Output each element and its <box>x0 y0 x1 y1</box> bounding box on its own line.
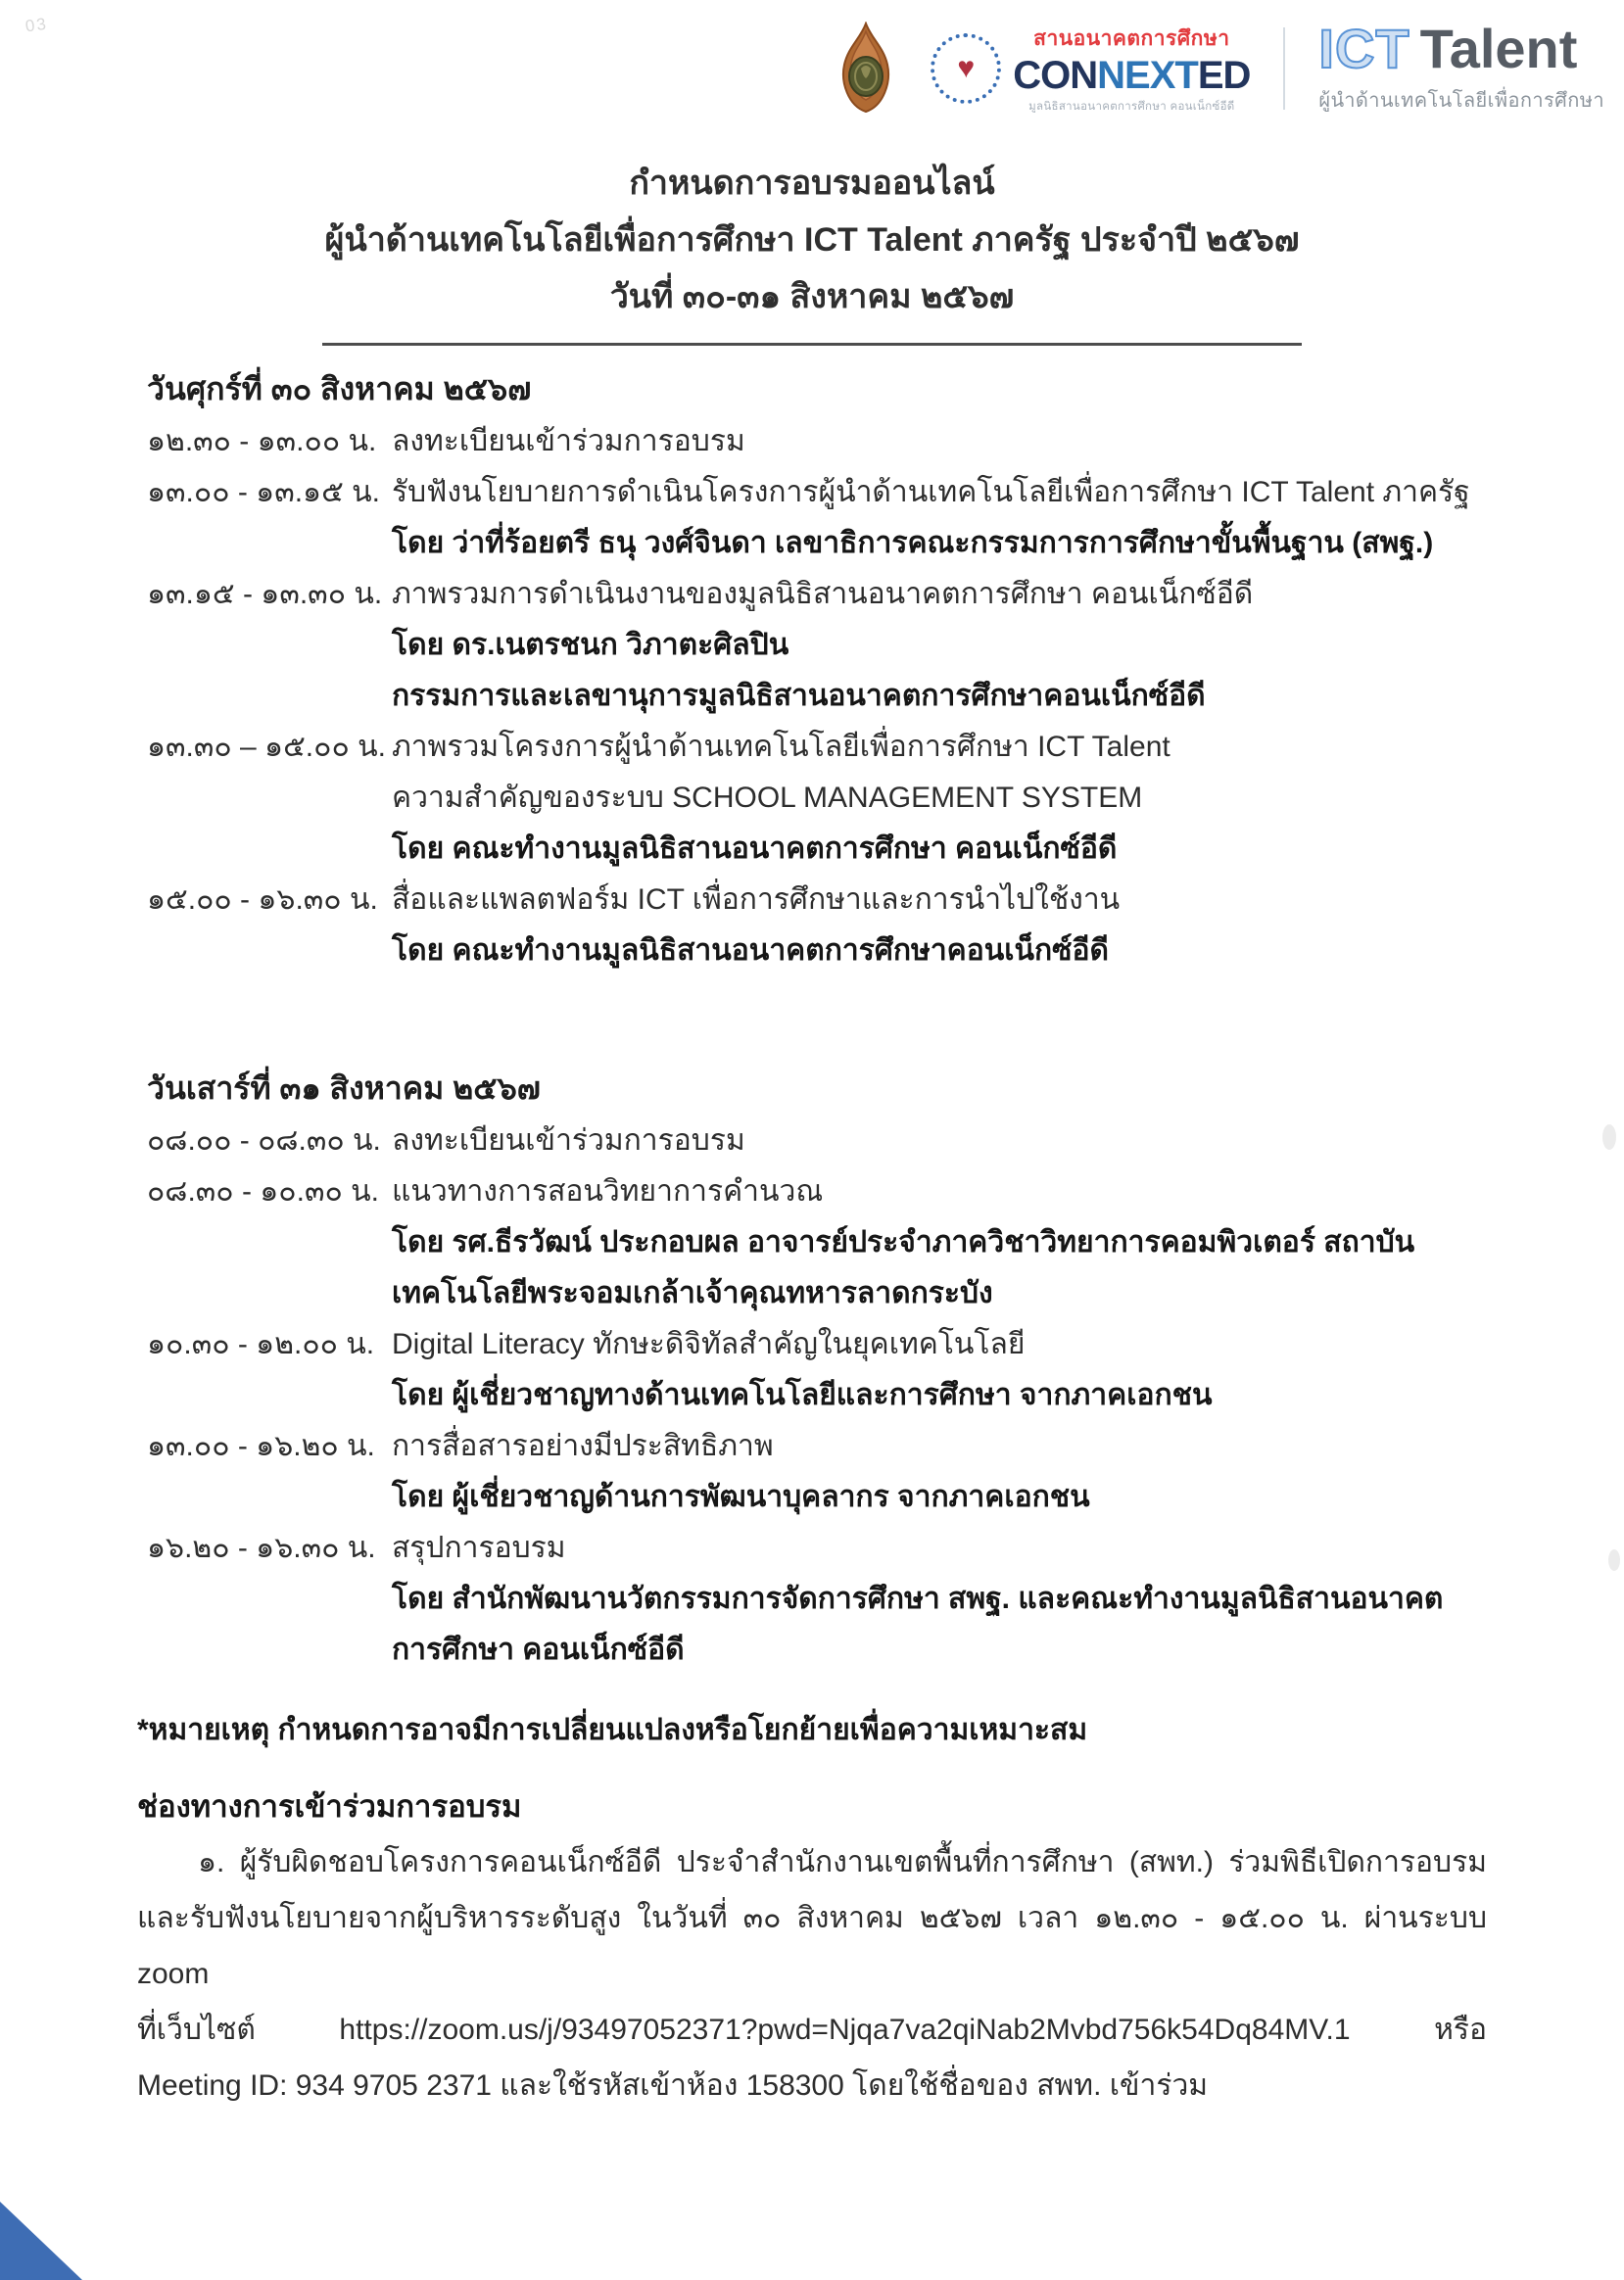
logo-divider <box>1283 27 1285 110</box>
speaker-line: โดย สำนักพัฒนานวัตกรรมการจัดการศึกษา สพฐ. และคณะทำงานมูลนิธิสานอนาคต <box>392 1583 1444 1615</box>
schedule-row <box>147 416 1487 467</box>
speaker-line: โดย ผู้เชี่ยวชาญทางด้านเทคโนโลยีและการศึกษา จากภาคเอกชน <box>392 1379 1213 1411</box>
connexted-globe-icon <box>931 33 1001 104</box>
schedule-description <box>392 1421 1487 1523</box>
obec-emblem-icon <box>835 22 897 116</box>
speaker-line: โดย คณะทำงานมูลนิธิสานอนาคตการศึกษา คอนเน็กซ์อีดี <box>392 832 1118 865</box>
schedule-note: *หมายเหตุ กำหนดการอาจมีการเปลี่ยนแปลงหรือโยกย้ายเพื่อความเหมาะสม <box>137 1714 1088 1746</box>
channel-paragraph <box>137 1834 1487 2114</box>
handwritten-mark: 03 <box>24 14 50 36</box>
schedule-description <box>392 1523 1487 1676</box>
connexted-wordmark-ed: ED <box>1197 53 1251 97</box>
schedule-time: ๑๕.๐๐ - ๑๖.๓๐ น. <box>147 883 378 916</box>
schedule-time: ๑๓.๓๐ – ๑๕.๐๐ น. <box>147 731 386 763</box>
connexted-wordmark <box>1013 55 1250 96</box>
talent-wordmark: Talent <box>1419 18 1578 79</box>
speaker-line: เทคโนโลยีพระจอมเกล้าเจ้าคุณทหารลาดกระบัง <box>392 1277 993 1309</box>
ict-talent-subtext: ผู้นำด้านเทคโนโลยีเพื่อการศึกษา <box>1318 90 1604 112</box>
paragraph-line: ๑. ผู้รับผิดชอบโครงการคอนเน็กซ์อีดี ประจำสำนักงานเขตพื้นที่การศึกษา (สพท.) ร่วมพิธีเปิดการอบรม <box>198 1846 1487 1878</box>
speaker-line: การศึกษา คอนเน็กซ์อีดี <box>392 1634 685 1666</box>
schedule-description <box>392 1116 1487 1166</box>
schedule-row <box>147 1523 1487 1676</box>
topic-line: ลงทะเบียนเข้าร่วมการอบรม <box>392 1124 745 1157</box>
schedule-row <box>147 1166 1487 1319</box>
schedule-description <box>392 875 1487 976</box>
schedule-row <box>147 722 1487 875</box>
paragraph-line: และรับฟังนโยบายจากผู้บริหารระดับสูง ในวันที่ ๓๐ สิงหาคม ๒๕๖๗ เวลา ๑๒.๓๐ - ๑๕.๐๐ น. ผ่านระบบ zoom <box>137 1902 1487 1990</box>
topic-line: การสื่อสารอย่างมีประสิทธิภาพ <box>392 1430 774 1462</box>
speaker-line: โดย คณะทำงานมูลนิธิสานอนาคตการศึกษาคอนเน็กซ์อีดี <box>392 934 1110 967</box>
section-day-heading: วันศุกร์ที่ ๓๐ สิงหาคม ๒๕๖๗ <box>147 371 532 406</box>
speaker-line: โดย ว่าที่ร้อยตรี ธนุ วงศ์จินดา เลขาธิการคณะกรรมการการศึกษาขั้นพื้นฐาน (สพฐ.) <box>392 527 1434 559</box>
scan-smudge <box>1602 1124 1616 1150</box>
schedule-description <box>392 416 1487 467</box>
schedule-row <box>147 1116 1487 1166</box>
schedule-time: ๑๐.๓๐ - ๑๒.๐๐ น. <box>147 1328 375 1360</box>
schedule-row <box>147 875 1487 976</box>
speaker-line: โดย ผู้เชี่ยวชาญด้านการพัฒนาบุคลากร จากภาคเอกชน <box>392 1481 1090 1513</box>
schedule-row <box>147 467 1487 569</box>
header-logos <box>835 18 1604 119</box>
document-title-line2: ผู้นำด้านเทคโนโลยีเพื่อการศึกษา ICT Talent ภาครัฐ ประจำปี ๒๕๖๗ <box>324 221 1300 259</box>
schedule-row <box>147 1421 1487 1523</box>
channel-heading: ช่องทางการเข้าร่วมการอบรม <box>137 1789 522 1824</box>
topic-line: ภาพรวมโครงการผู้นำด้านเทคโนโลยีเพื่อการศึกษา ICT Talent <box>392 731 1170 763</box>
schedule-row <box>147 569 1487 722</box>
topic-line: ลงทะเบียนเข้าร่วมการอบรม <box>392 425 745 457</box>
topic-line: Digital Literacy ทักษะดิจิทัลสำคัญในยุคเทคโนโลยี <box>392 1328 1026 1360</box>
topic-line: สื่อและแพลตฟอร์ม ICT เพื่อการศึกษาและการนำไปใช้งาน <box>392 883 1121 916</box>
schedule-time: ๑๖.๒๐ - ๑๖.๓๐ น. <box>147 1532 376 1564</box>
topic-line: แนวทางการสอนวิทยาการคำนวณ <box>392 1175 824 1208</box>
section-day-heading: วันเสาร์ที่ ๓๑ สิงหาคม ๒๕๖๗ <box>147 1070 541 1106</box>
schedule <box>0 361 1624 1676</box>
schedule-description <box>392 722 1487 875</box>
schedule-description <box>392 569 1487 722</box>
schedule-section <box>147 1061 1487 1676</box>
connexted-wordmark-next: NEXT <box>1097 53 1198 97</box>
schedule-time: ๐๘.๐๐ - ๐๘.๓๐ น. <box>147 1124 381 1157</box>
corner-triangle-decoration <box>0 2202 82 2280</box>
document-title-line3: วันที่ ๓๐-๓๑ สิงหาคม ๒๕๖๗ <box>609 278 1015 315</box>
zoom-url-line: ที่เว็บไซต์ https://zoom.us/j/93497052371?pwd=Njqa7va2qiNab2Mvbd756k54Dq84MV.1 หรือ <box>137 2014 1487 2046</box>
heart-icon: ♥ <box>957 52 976 84</box>
schedule-description <box>392 467 1487 569</box>
schedule-time: ๑๓.๐๐ - ๑๓.๑๕ น. <box>147 476 380 508</box>
document-title-line1: กำหนดการอบรมออนไลน์ <box>629 165 995 202</box>
speaker-line: โดย รศ.ธีรวัฒน์ ประกอบผล อาจารย์ประจำภาควิชาวิทยาการคอมพิวเตอร์ สถาบัน <box>392 1226 1415 1259</box>
schedule-section <box>147 361 1487 976</box>
schedule-time: ๑๓.๐๐ - ๑๖.๒๐ น. <box>147 1430 375 1462</box>
connexted-logo <box>931 23 1250 116</box>
title-divider <box>322 343 1302 346</box>
topic-line: สรุปการอบรม <box>392 1532 566 1564</box>
schedule-time: ๐๘.๓๐ - ๑๐.๓๐ น. <box>147 1175 379 1208</box>
connexted-tagline: สานอนาคตการศึกษา <box>1033 26 1230 50</box>
connexted-subtext: มูลนิธิสานอนาคตการศึกษา คอนเน็กซ์อีดี <box>1028 100 1235 113</box>
topic-line: ความสำคัญของระบบ SCHOOL MANAGEMENT SYSTEM <box>392 782 1143 814</box>
schedule-time: ๑๓.๑๕ - ๑๓.๓๐ น. <box>147 578 383 610</box>
meeting-id-line: Meeting ID: 934 9705 2371 และใช้รหัสเข้าห้อง 158300 โดยใช้ชื่อของ สพท. เข้าร่วม <box>137 2069 1209 2102</box>
ict-talent-logo <box>1318 18 1604 116</box>
connexted-wordmark-con: CON <box>1013 53 1098 97</box>
schedule-description <box>392 1319 1487 1421</box>
speaker-line: กรรมการและเลขานุการมูลนิธิสานอนาคตการศึกษาคอนเน็กซ์อีดี <box>392 680 1206 712</box>
ict-wordmark: ICT <box>1318 18 1410 79</box>
schedule-description <box>392 1166 1487 1319</box>
schedule-row <box>147 1319 1487 1421</box>
scan-smudge <box>1608 1549 1620 1571</box>
speaker-line: โดย ดร.เนตรชนก วิภาตะศิลปิน <box>392 629 789 661</box>
topic-line: ภาพรวมการดำเนินงานของมูลนิธิสานอนาคตการศึกษา คอนเน็กซ์อีดี <box>392 578 1254 610</box>
schedule-time: ๑๒.๓๐ - ๑๓.๐๐ น. <box>147 425 377 457</box>
topic-line: รับฟังนโยบายการดำเนินโครงการผู้นำด้านเทคโนโลยีเพื่อการศึกษา ICT Talent ภาครัฐ <box>392 476 1470 508</box>
